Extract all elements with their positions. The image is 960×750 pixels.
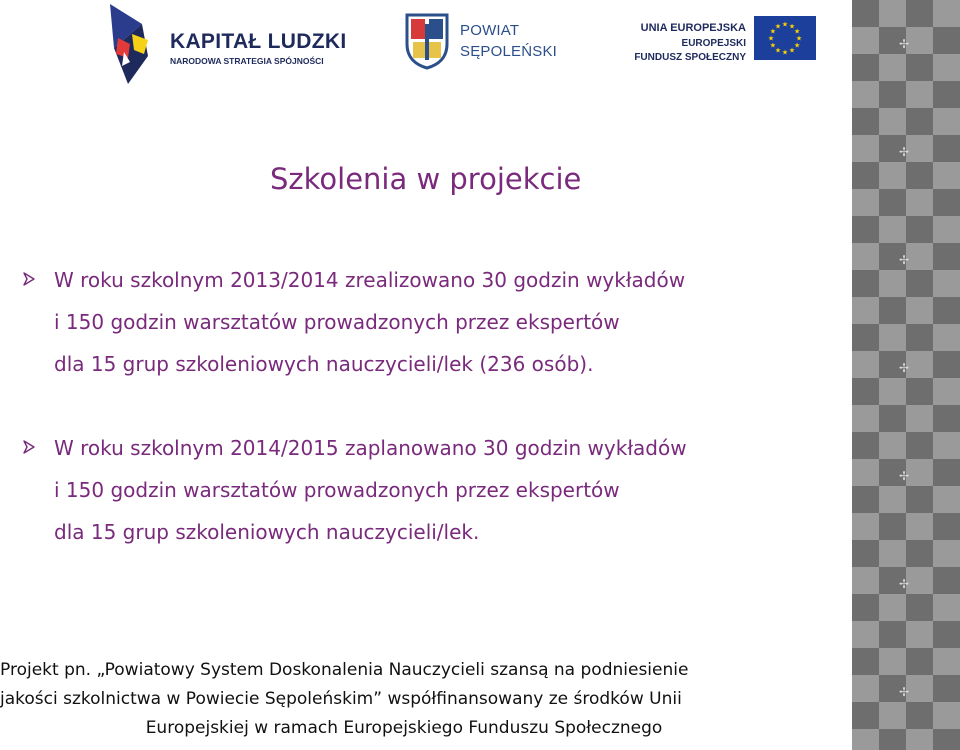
bullet-item bbox=[22, 259, 842, 385]
logo-powiat-line2: SĘPOLEŃSKI bbox=[460, 43, 558, 60]
logo-kl-subtitle: NARODOWA STRATEGIA SPÓJNOŚCI bbox=[170, 56, 324, 66]
sparkle-icon: ✢ bbox=[899, 577, 910, 591]
bullet-line: W roku szkolnym 2014/2015 zaplanowano 30 godzin wykładów bbox=[54, 436, 687, 460]
logo-powiat-line1: POWIAT bbox=[460, 22, 520, 39]
sparkle-icon: ✢ bbox=[899, 469, 910, 483]
eu-star-icon: ★ bbox=[774, 46, 782, 55]
logo-ue-line1: UNIA EUROPEJSKA bbox=[640, 22, 746, 34]
eu-star-icon: ★ bbox=[793, 27, 801, 36]
powiat-crest-icon bbox=[404, 12, 450, 70]
sparkle-icon: ✢ bbox=[899, 685, 910, 699]
eu-star-icon: ★ bbox=[793, 41, 801, 50]
project-footer bbox=[0, 656, 852, 743]
eu-flag-icon bbox=[754, 16, 816, 60]
eu-star-icon: ★ bbox=[795, 34, 803, 43]
eu-star-icon: ★ bbox=[781, 48, 789, 57]
bullet-line: dla 15 grup szkoleniowych nauczycieli/lek (236 osób). bbox=[54, 352, 594, 376]
logo-powiat bbox=[404, 12, 564, 76]
bullet-line: dla 15 grup szkoleniowych nauczycieli/lek. bbox=[54, 520, 480, 544]
logo-kapital-ludzki bbox=[108, 4, 358, 84]
sparkle-icon: ✢ bbox=[899, 37, 910, 51]
eu-star-icon: ★ bbox=[774, 22, 782, 31]
footer-line3: Europejskiej w ramach Europejskiego Funduszu Społecznego bbox=[145, 718, 663, 738]
sparkle-icon: ✢ bbox=[899, 253, 910, 267]
eu-star-icon: ★ bbox=[788, 46, 796, 55]
side-decorative-pattern bbox=[852, 0, 960, 750]
bullet-item bbox=[22, 427, 842, 553]
slide-title: Szkolenia w projekcie bbox=[270, 162, 582, 196]
logo-kl-title: KAPITAŁ LUDZKI bbox=[170, 30, 347, 53]
logo-ue-line3: FUNDUSZ SPOŁECZNY bbox=[634, 52, 746, 63]
eu-star-icon: ★ bbox=[788, 22, 796, 31]
eu-star-icon: ★ bbox=[767, 34, 775, 43]
arrow-bullet-icon bbox=[22, 440, 36, 454]
eu-flag-stars bbox=[754, 16, 816, 60]
eu-star-icon: ★ bbox=[781, 20, 789, 29]
footer-line2: jakości szkolnictwa w Powiecie Sępoleńskim” współfinansowany ze środków Unii bbox=[0, 689, 682, 709]
sparkle-icon: ✢ bbox=[899, 145, 910, 159]
logo-unia-europejska bbox=[628, 16, 818, 72]
arrow-bullet-icon bbox=[22, 272, 36, 286]
eu-star-icon: ★ bbox=[769, 27, 777, 36]
sparkle-icon: ✢ bbox=[899, 361, 910, 375]
eu-star-icon: ★ bbox=[769, 41, 777, 50]
bullet-line: W roku szkolnym 2013/2014 zrealizowano 30 godzin wykładów bbox=[54, 268, 686, 292]
kapital-ludzki-star-icon bbox=[108, 4, 168, 84]
bullet-line: i 150 godzin warsztatów prowadzonych przez ekspertów bbox=[54, 310, 620, 334]
logo-ue-line2: EUROPEJSKI bbox=[681, 38, 746, 49]
bullet-line: i 150 godzin warsztatów prowadzonych przez ekspertów bbox=[54, 478, 620, 502]
footer-line1: Projekt pn. „Powiatowy System Doskonalenia Nauczycieli szansą na podniesienie bbox=[0, 660, 689, 680]
